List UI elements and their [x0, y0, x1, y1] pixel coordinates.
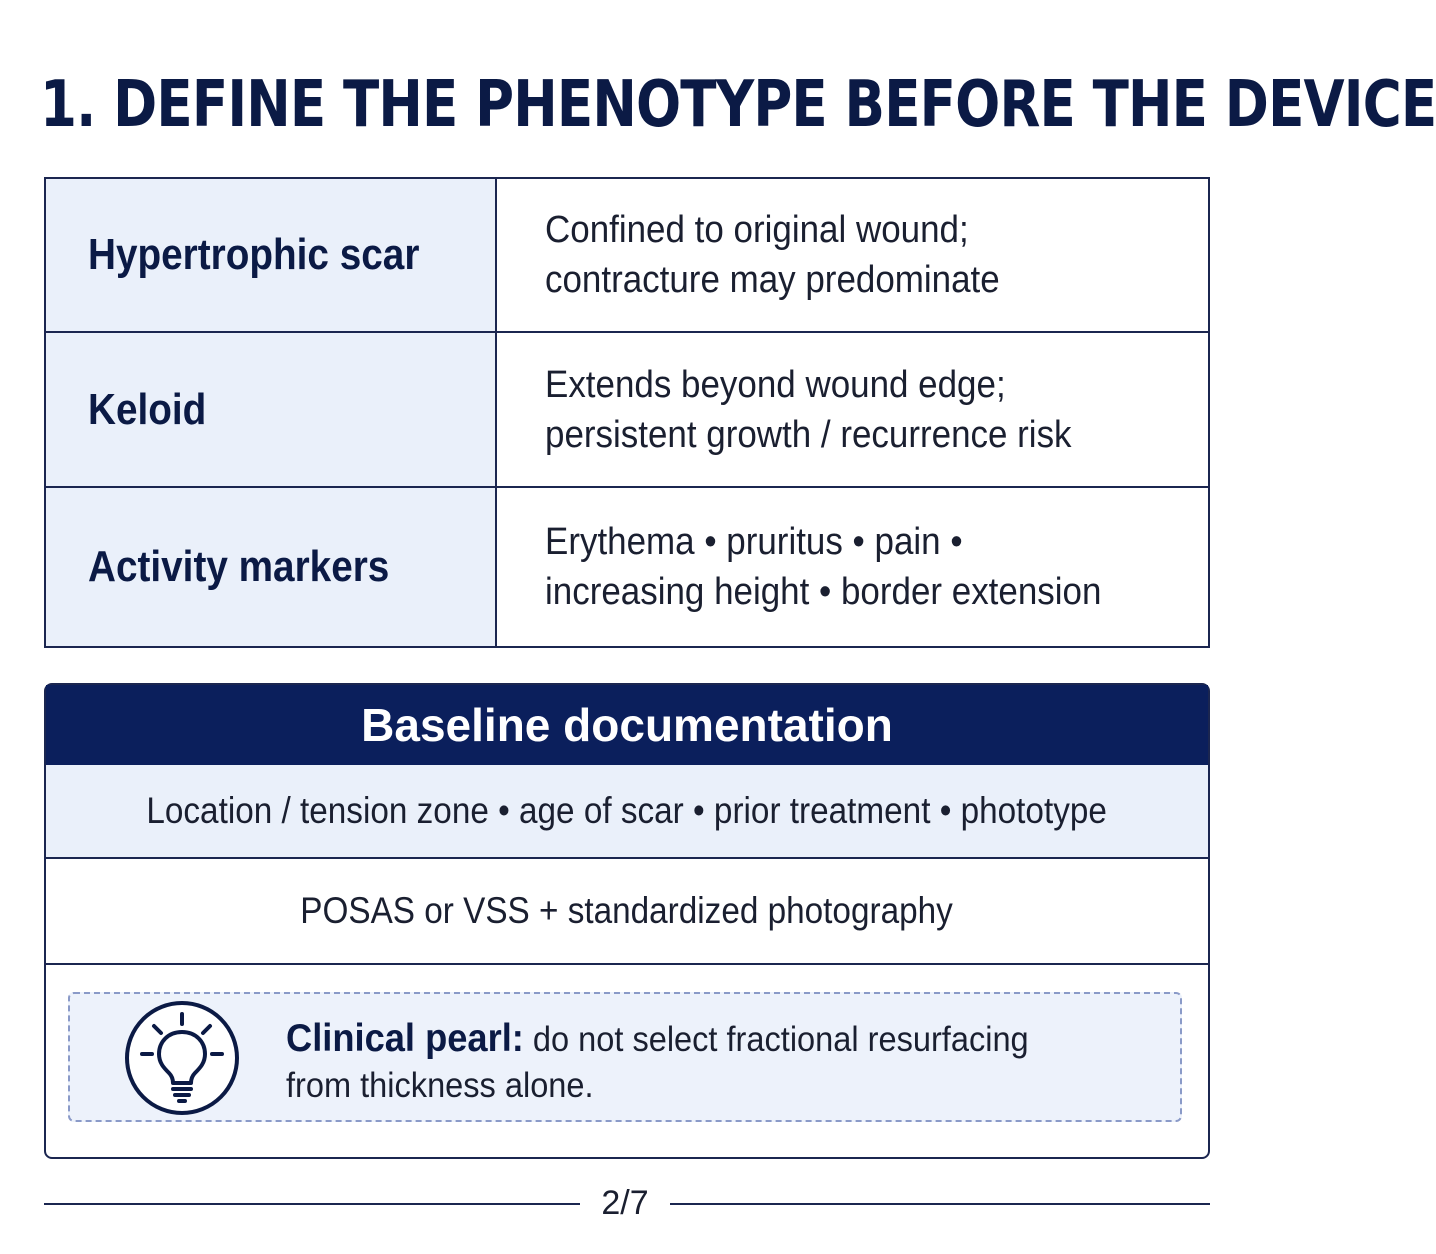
row-term-cell: [46, 333, 497, 486]
baseline-item: [46, 859, 1208, 965]
description-line: Confined to original wound;: [545, 209, 969, 251]
term-label: Hypertrophic scar: [88, 230, 420, 279]
description-line: Extends beyond wound edge;: [545, 363, 1006, 406]
description-line: contracture may predominate: [545, 259, 1000, 301]
footer-divider-right: [670, 1203, 1210, 1205]
term-label: Activity markers: [88, 542, 390, 591]
row-term-cell: [46, 488, 497, 646]
term-label: Keloid: [88, 384, 207, 434]
description-line: persistent growth / recurrence risk: [545, 413, 1072, 456]
baseline-documentation-panel: [44, 683, 1210, 1159]
table-row: [46, 179, 1208, 333]
clinical-pearl-label: Clinical pearl:: [286, 1017, 524, 1060]
page-title: 1. DEFINE THE PHENOTYPE BEFORE THE DEVICE: [40, 68, 1436, 142]
description-line: increasing height • border extension: [545, 571, 1102, 613]
clinical-pearl-text: [286, 1016, 1166, 1109]
footer-divider-left: [44, 1203, 580, 1205]
clinical-pearl-line1: do not select fractional resurfacing: [532, 1020, 1029, 1059]
row-description-cell: [497, 333, 1208, 486]
lightbulb-icon: [124, 1000, 240, 1116]
clinical-pearl-callout: [68, 992, 1182, 1122]
baseline-item-text: POSAS or VSS + standardized photography: [300, 890, 954, 931]
row-description-cell: [497, 488, 1208, 646]
baseline-item: [46, 765, 1208, 859]
baseline-heading: Baseline documentation: [46, 685, 1208, 765]
clinical-pearl-line2: from thickness alone.: [286, 1066, 594, 1105]
row-term-cell: [46, 179, 497, 331]
baseline-item-text: Location / tension zone • age of scar • prior treatment • phototype: [146, 790, 1108, 831]
page-indicator: 2/7: [601, 1184, 649, 1222]
table-row: [46, 488, 1208, 646]
phenotype-table: [44, 177, 1210, 648]
row-description-cell: [497, 179, 1208, 331]
table-row: [46, 333, 1208, 488]
description-line: Erythema • pruritus • pain •: [545, 521, 963, 563]
